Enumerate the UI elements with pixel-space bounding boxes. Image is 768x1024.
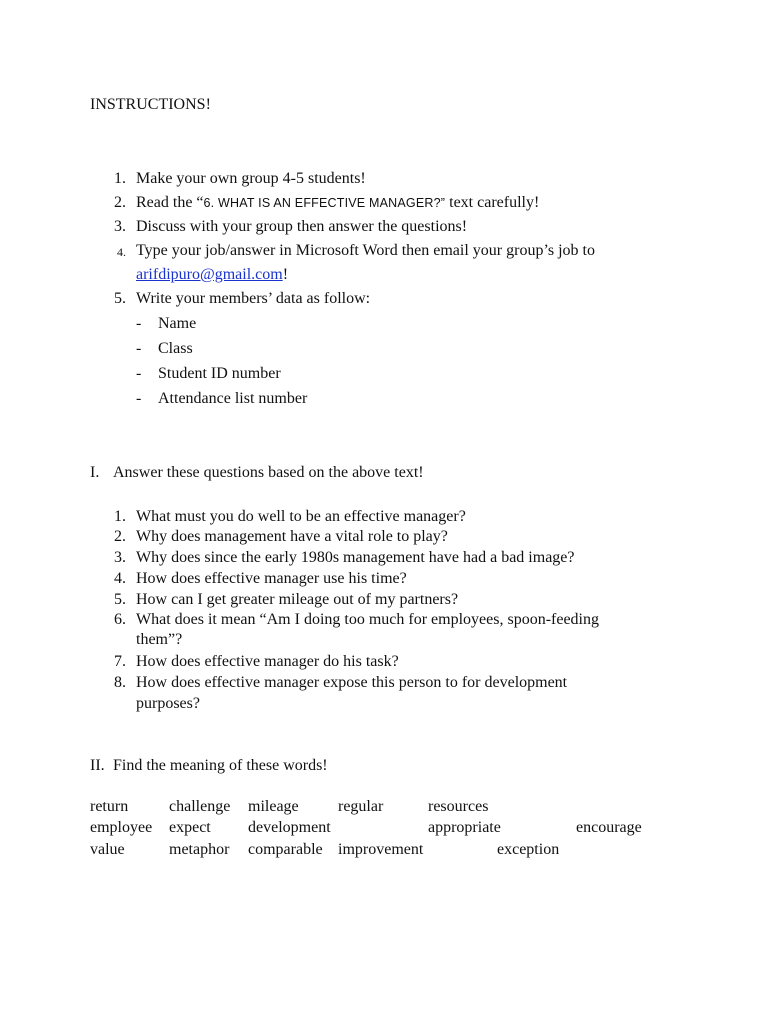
question: Why does management have a vital role to play?: [136, 528, 448, 545]
instruction-item: Type your job/answer in Microsoft Word then email your group’s job to: [136, 242, 595, 259]
bullet-dash: -: [136, 390, 142, 407]
instruction-text: !: [282, 266, 289, 283]
question: What must you do well to be an effective manager?: [136, 508, 466, 525]
question-number: 8.: [114, 674, 126, 691]
instruction-text: Read the “: [136, 194, 204, 211]
question-number: 3.: [114, 549, 126, 566]
email-link[interactable]: arifdipuro@gmail.com: [136, 266, 283, 283]
instruction-item: Write your members’ data as follow:: [136, 290, 371, 307]
instruction-number: 2.: [114, 194, 126, 211]
question-continued: purposes?: [136, 695, 200, 712]
section-1-title: Answer these questions based on the above text!: [113, 464, 424, 481]
vocab-word: return: [90, 798, 129, 815]
question-number: 1.: [114, 508, 126, 525]
vocab-word: metaphor: [169, 841, 230, 858]
member-field: Name: [158, 315, 197, 332]
question: Why does since the early 1980s management have had a bad image?: [136, 549, 575, 566]
instruction-number: 3.: [114, 218, 126, 235]
question: How does effective manager expose this person to for development: [136, 674, 568, 691]
vocab-word: comparable: [248, 841, 323, 858]
question-number: 5.: [114, 591, 126, 608]
instruction-item-continued: [136, 265, 288, 285]
vocab-word: mileage: [248, 798, 299, 815]
vocab-word: exception: [497, 841, 560, 858]
vocab-word: encourage: [576, 819, 642, 836]
vocab-word: value: [90, 841, 125, 858]
instruction-item: Make your own group 4-5 students!: [136, 170, 366, 187]
member-field: Class: [158, 340, 193, 357]
member-field: Student ID number: [158, 365, 281, 382]
member-field: Attendance list number: [158, 390, 308, 407]
question-number: 6.: [114, 611, 126, 628]
vocab-word: expect: [169, 819, 211, 836]
vocab-word: regular: [338, 798, 384, 815]
article-title: 6. WHAT IS AN EFFECTIVE MANAGER?”: [203, 196, 446, 210]
bullet-dash: -: [136, 340, 142, 357]
vocab-word: development: [248, 819, 331, 836]
instruction-item: [136, 193, 539, 213]
instruction-text: text carefully!: [445, 194, 540, 211]
instruction-number: 4.: [117, 245, 126, 259]
question-number: 4.: [114, 570, 126, 587]
section-1-roman: I.: [90, 464, 100, 481]
vocab-word: employee: [90, 819, 153, 836]
vocab-word: challenge: [169, 798, 231, 815]
vocab-word: improvement: [338, 841, 424, 858]
bullet-dash: -: [136, 315, 142, 332]
question-number: 7.: [114, 653, 126, 670]
section-2-title: Find the meaning of these words!: [113, 757, 328, 774]
vocab-word: resources: [428, 798, 489, 815]
vocab-word: appropriate: [428, 819, 501, 836]
instruction-number: 1.: [114, 170, 126, 187]
instruction-item: Discuss with your group then answer the questions!: [136, 218, 468, 235]
question: How can I get greater mileage out of my partners?: [136, 591, 459, 608]
question: What does it mean “Am I doing too much for employees, spoon-feeding: [136, 611, 599, 628]
bullet-dash: -: [136, 365, 142, 382]
question-continued: them”?: [136, 631, 183, 648]
section-2-roman: II.: [90, 757, 105, 774]
instruction-number: 5.: [114, 290, 126, 307]
instructions-heading: INSTRUCTIONS!: [90, 96, 211, 113]
question-number: 2.: [114, 528, 126, 545]
question: How does effective manager use his time?: [136, 570, 407, 587]
question: How does effective manager do his task?: [136, 653, 399, 670]
